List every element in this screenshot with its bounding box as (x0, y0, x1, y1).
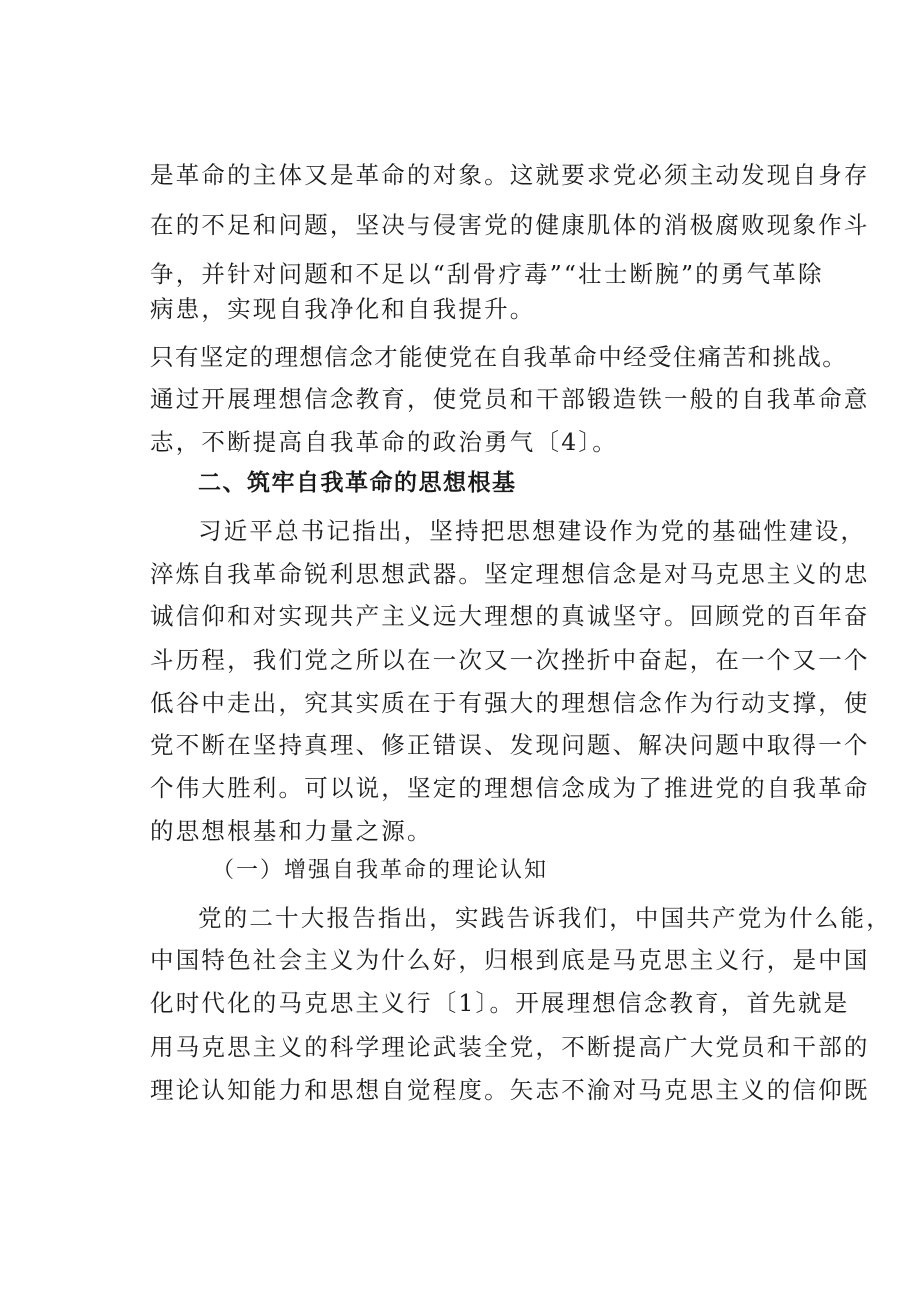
paragraph-line: 争，并针对问题和不足以“刮骨疗毒”“壮士断腕”的勇气革除 (150, 260, 824, 288)
paragraph-line: 通过开展理想信念教育，使党员和干部锻造铁一般的自我革命意 (150, 385, 870, 413)
paragraph-line: 淬炼自我革命锐利思想武器。坚定理想信念是对马克思主义的忠 (150, 560, 870, 588)
paragraph-line: 志，不断提高自我革命的政治勇气〔4〕。 (150, 428, 619, 456)
paragraph-line: 理论认知能力和思想自觉程度。矢志不渝对马克思主义的信仰既 (150, 1076, 870, 1104)
paragraph-line: 低谷中走出，究其实质在于有强大的理想信念作为行动支撑，使 (150, 689, 870, 717)
section-heading: 二、筑牢自我革命的思想根基 (198, 470, 517, 496)
paragraph-line: 病患，实现自我净化和自我提升。 (150, 295, 536, 323)
paragraph-line: 只有坚定的理想信念才能使党在自我革命中经受住痛苦和挑战。 (150, 343, 848, 371)
paragraph-line: 化时代化的马克思主义行〔1〕。开展理想信念教育，首先就是 (150, 989, 850, 1017)
paragraph-line: 党不断在坚持真理、修正错误、发现问题、解决问题中取得一个 (150, 731, 870, 759)
paragraph-line: 诚信仰和对实现共产主义远大理想的真诚坚守。回顾党的百年奋 (150, 602, 870, 630)
paragraph-line: 的思想根基和力量之源。 (150, 817, 433, 845)
subsection-heading: （一）增强自我革命的理论认知 (212, 858, 549, 883)
paragraph-line: 党的二十大报告指出，实践告诉我们，中国共产党为什么能， (198, 904, 892, 932)
paragraph-line: 斗历程，我们党之所以在一次又一次挫折中奋起，在一个又一个 (150, 646, 870, 674)
paragraph-line: 中国特色社会主义为什么好，归根到底是马克思主义行，是中国 (150, 946, 870, 974)
paragraph-line: 个伟大胜利。可以说，坚定的理想信念成为了推进党的自我革命 (150, 774, 870, 802)
paragraph-line: 习近平总书记指出，坚持把思想建设作为党的基础性建设， (198, 517, 867, 545)
paragraph-line: 在的不足和问题，坚决与侵害党的健康肌体的消极腐败现象作斗 (150, 211, 870, 239)
paragraph-line: 是革命的主体又是革命的对象。这就要求党必须主动发现自身存 (150, 161, 870, 189)
paragraph-line: 用马克思主义的科学理论武装全党，不断提高广大党员和干部的 (150, 1033, 870, 1061)
